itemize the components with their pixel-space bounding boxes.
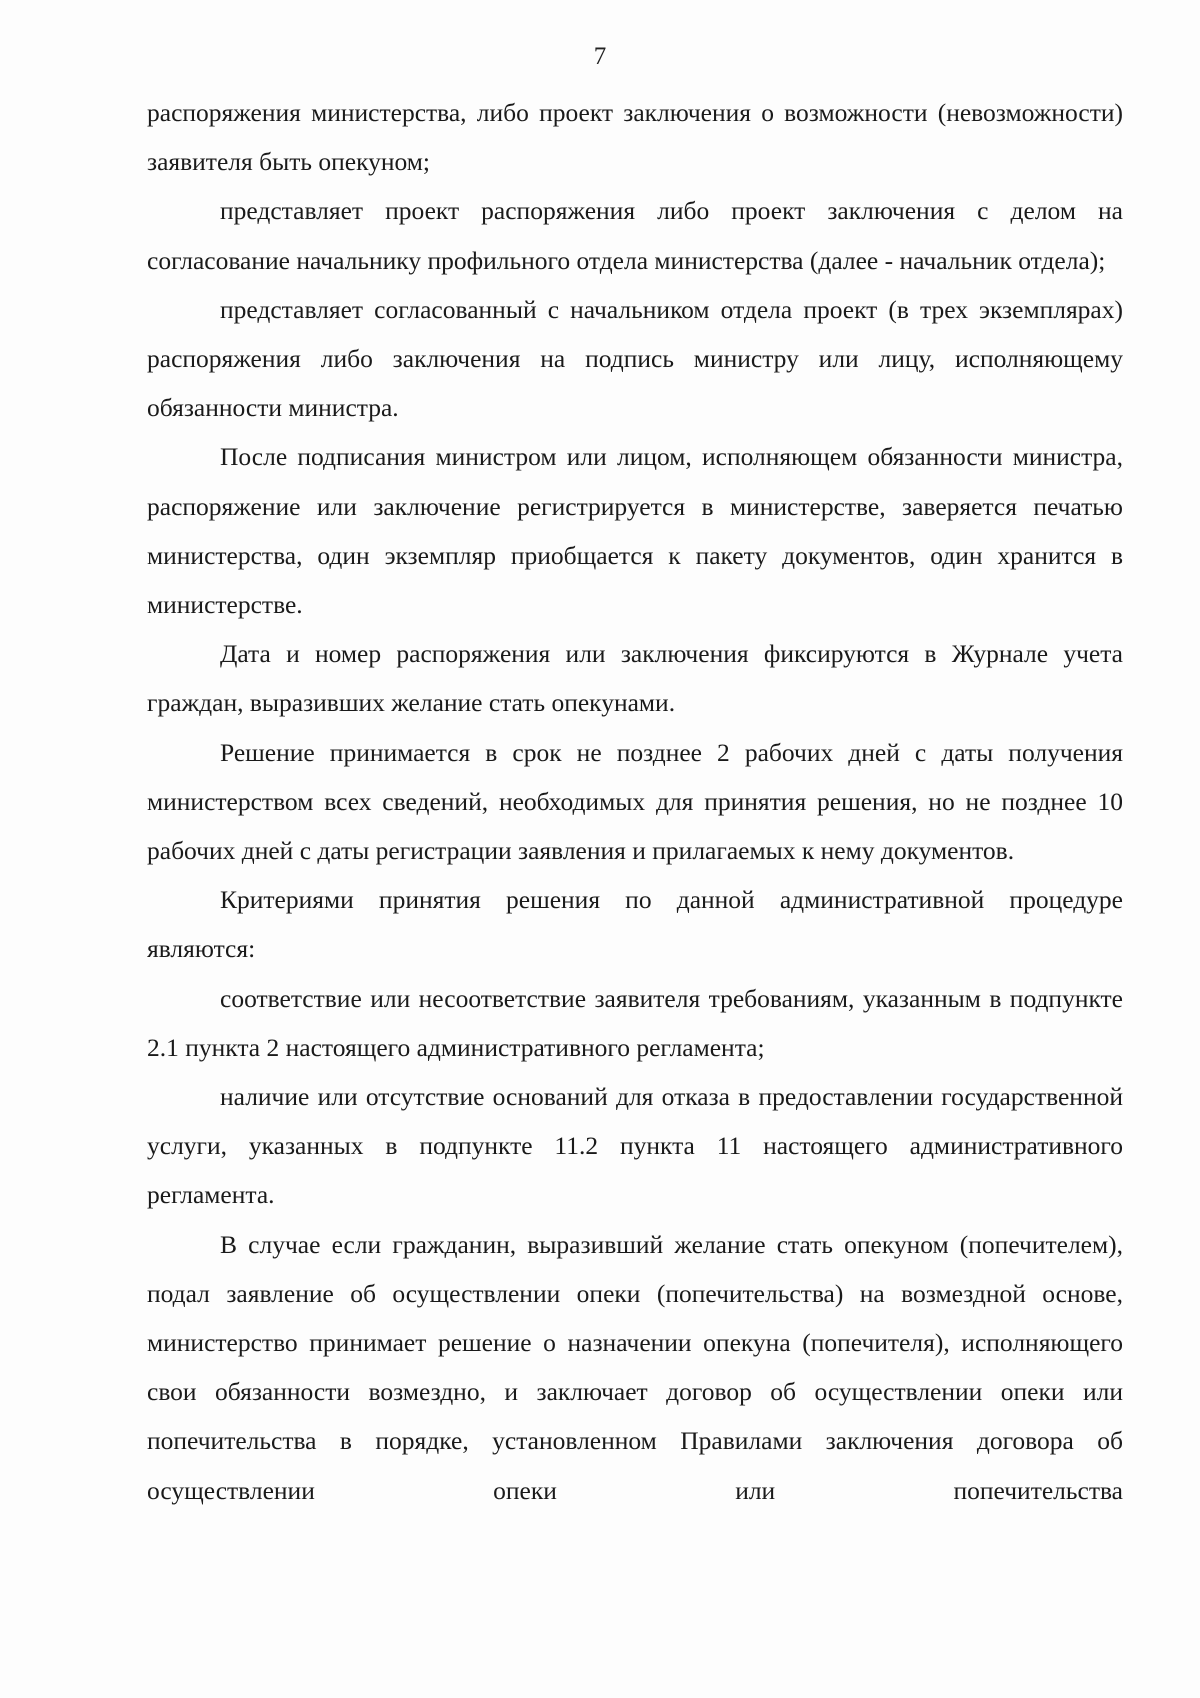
document-body bbox=[147, 88, 1123, 1515]
paragraph-decision-deadline: Решение принимается в срок не позднее 2 рабочих дней с даты получения министерством всех сведений, необходимых для принятия решения, но не позднее 10 рабочих дней с даты регистрации заявления и прилагаемых к нему документов. bbox=[147, 737, 1123, 866]
paragraph-criteria-intro: Критериями принятия решения по данной административной процедуре являются: bbox=[147, 885, 1123, 964]
paragraph-submit-for-signature: представляет согласованный с начальником отдела проект (в трех экземплярах) распоряжения либо заключения на подпись министру или лицу, исполняющему обязанности министра. bbox=[147, 294, 1123, 423]
paragraph-submit-draft: представляет проект распоряжения либо проект заключения с делом на согласование начальнику профильного отдела министерства (далее - начальник отдела); bbox=[147, 196, 1123, 275]
paragraph-criterion-grounds: наличие или отсутствие оснований для отказа в предоставлении государственной услуги, указанных в подпункте 11.2 пункта 11 настоящего административного регламента. bbox=[147, 1082, 1123, 1210]
paragraph-criterion-compliance: соответствие или несоответствие заявителя требованиям, указанным в подпункте 2.1 пункта 2 настоящего административного регламента; bbox=[147, 983, 1123, 1062]
paragraph-paid-guardianship: В случае если гражданин, выразивший желание стать опекуном (попечителем), подал заявление об осуществлении опеки (попечительства) на возмездной основе, министерство принимает решение о назначении опекуна (попечителя), исполняющего свои обязанности возмездно, и заключает договор об осуществлении опеки или попечительства в порядке, установленном Правилами заключения договора об осуществлении опеки или попечительства bbox=[147, 1229, 1123, 1505]
paragraph-continuation: распоряжения министерства, либо проект заключения о возможности (невозможности) заявителя быть опекуном; bbox=[147, 98, 1123, 177]
paragraph-after-signing: После подписания министром или лицом, исполняющем обязанности министра, распоряжение или заключение регистрируется в министерстве, заверяется печатью министерства, один экземпляр приобщается к пакету документов, один хранится в министерстве. bbox=[147, 442, 1123, 620]
paragraph-journal-record: Дата и номер распоряжения или заключения фиксируются в Журнале учета граждан, выразивших желание стать опекунами. bbox=[147, 639, 1123, 718]
page-number: 7 bbox=[593, 43, 607, 70]
